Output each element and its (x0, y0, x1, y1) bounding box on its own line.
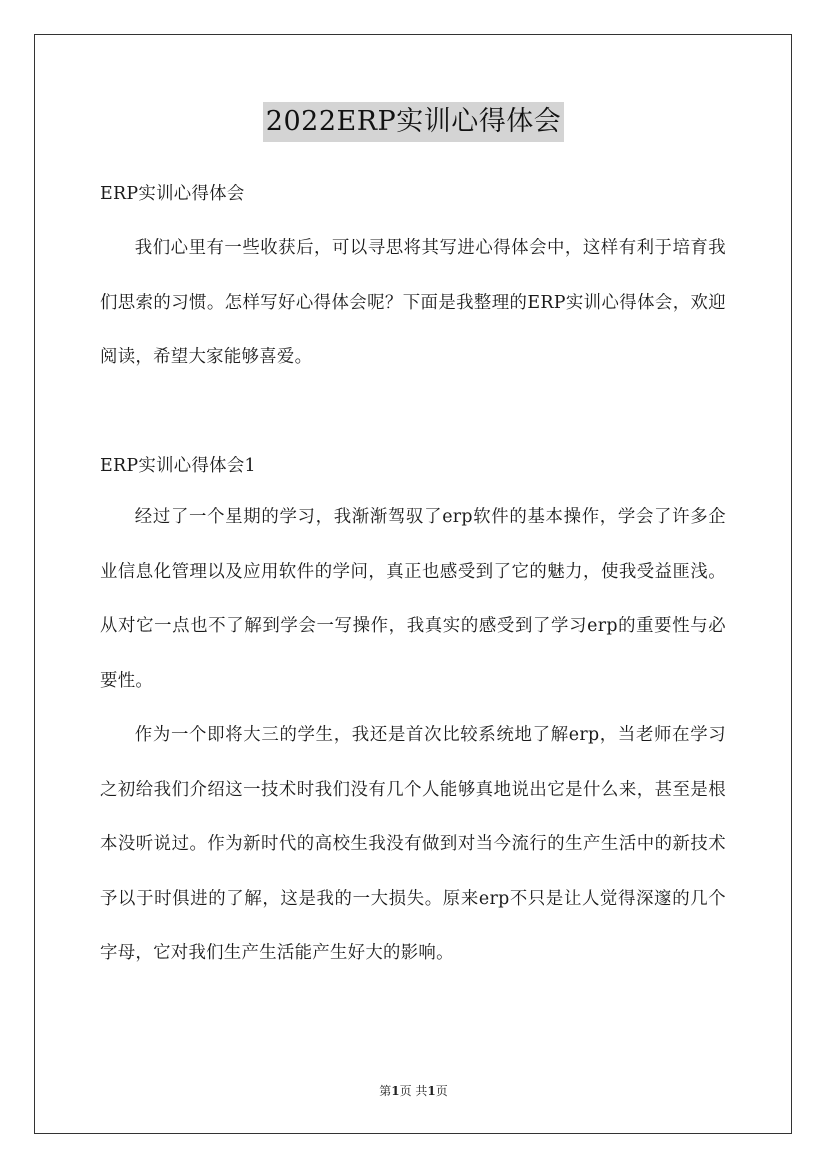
page-prefix: 第 (379, 1084, 392, 1098)
page-footer (0, 1083, 827, 1099)
section-1-paragraph-2: 作为一个即将大三的学生，我还是首次比较系统地了解erp，当老师在学习之初给我们介绍这一技术时我们没有几个人能够真地说出它是什么来，甚至是根本没听说过。作为新时代的高校生我没有做到对当今流行的生产生活中的新技术予以于时俱进的了解，这是我的一大损失。原来erp不只是让人觉得深邃的几个字母，它对我们生产生活能产生好大的影响。 (100, 725, 726, 963)
intro-heading: ERP实训心得体会 (100, 184, 245, 204)
page-total-number: 1 (427, 1084, 436, 1098)
page-current-number: 1 (391, 1084, 400, 1098)
section-1-paragraph-1: 经过了一个星期的学习，我渐渐驾驭了erp软件的基本操作，学会了许多企业信息化管理以及应用软件的学问，真正也感受到了它的魅力，使我受益匪浅。从对它一点也不了解到学会一写操作，我真实的感受到了学习erp的重要性与必要性。 (100, 507, 726, 691)
section-1-heading: ERP实训心得体会1 (100, 456, 256, 476)
page-mid: 页 共 (399, 1084, 428, 1098)
page-suffix: 页 (435, 1084, 448, 1098)
document-title: 2022ERP实训心得体会 (263, 102, 564, 142)
intro-paragraph: 我们心里有一些收获后，可以寻思将其写进心得体会中，这样有利于培育我们思索的习惯。怎样写好心得体会呢？下面是我整理的ERP实训心得体会，欢迎阅读，希望大家能够喜爱。 (100, 238, 726, 367)
title-container (0, 102, 827, 142)
